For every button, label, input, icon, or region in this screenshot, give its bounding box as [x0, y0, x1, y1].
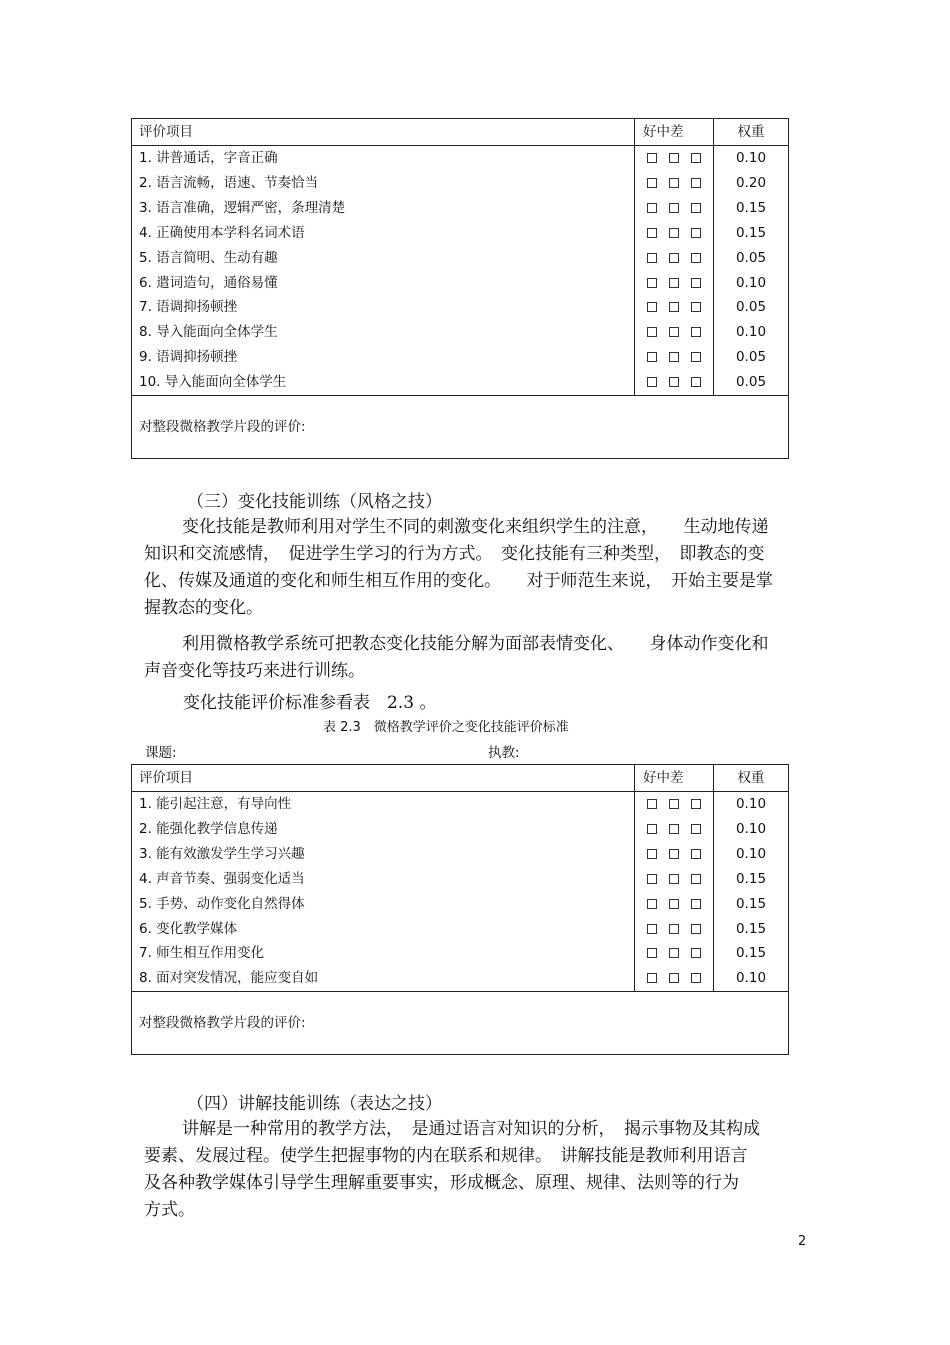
- checkbox-good[interactable]: [647, 203, 657, 213]
- paragraph-line: 及各种教学媒体引导学生理解重要事实，形成概念、原理、规律、法则等的行为: [144, 1173, 739, 1193]
- header-grade: 好中差: [635, 765, 714, 792]
- checkbox-poor[interactable]: [691, 824, 701, 834]
- grade-checkboxes: [635, 792, 714, 817]
- paragraph-line: 方式。: [144, 1200, 195, 1220]
- paragraph-line: 利用微格教学系统可把教态变化技能分解为面部表情变化、 身体动作变化和: [182, 634, 769, 654]
- checkbox-good[interactable]: [647, 253, 657, 263]
- table-2-caption: 表 2.3 微格教学评价之变化技能评价标准: [323, 720, 569, 735]
- header-grade: 好中差: [635, 119, 714, 146]
- weight-value: 0.10: [714, 146, 789, 171]
- table-row: [132, 867, 789, 892]
- checkbox-good[interactable]: [647, 327, 657, 337]
- table-row: [132, 246, 789, 271]
- weight-value: 0.10: [714, 966, 789, 991]
- table-row: [132, 345, 789, 370]
- paragraph-line: 讲解是一种常用的教学方法， 是通过语言对知识的分析， 揭示事物及其构成: [182, 1119, 760, 1139]
- weight-value: 0.05: [714, 295, 789, 320]
- grade-checkboxes: [635, 295, 714, 320]
- checkbox-poor[interactable]: [691, 377, 701, 387]
- table-header-row: [132, 119, 789, 146]
- table-row: [132, 917, 789, 942]
- grade-checkboxes: [635, 246, 714, 271]
- paragraph-line: 变化技能是教师利用对学生不同的刺激变化来组织学生的注意， 生动地传递: [182, 517, 769, 537]
- grade-checkboxes: [635, 345, 714, 370]
- grade-checkboxes: [635, 196, 714, 221]
- page-number: 2: [798, 1234, 807, 1249]
- section-3-paragraph-1: [144, 514, 804, 622]
- grade-checkboxes: [635, 966, 714, 991]
- weight-value: 0.10: [714, 271, 789, 296]
- checkbox-good[interactable]: [647, 849, 657, 859]
- checkbox-poor[interactable]: [691, 352, 701, 362]
- criterion-label: 1. 讲普通话，字音正确: [132, 146, 635, 171]
- weight-value: 0.10: [714, 817, 789, 842]
- checkbox-good[interactable]: [647, 352, 657, 362]
- section-4-heading: （四）讲解技能训练（表达之技）: [187, 1094, 442, 1114]
- criterion-label: 4. 声音节奏、强弱变化适当: [132, 867, 635, 892]
- header-item: 评价项目: [132, 765, 635, 792]
- checkbox-medium[interactable]: [669, 228, 679, 238]
- weight-value: 0.05: [714, 370, 789, 395]
- checkbox-medium[interactable]: [669, 302, 679, 312]
- checkbox-medium[interactable]: [669, 203, 679, 213]
- checkbox-medium[interactable]: [669, 973, 679, 983]
- weight-value: 0.15: [714, 917, 789, 942]
- weight-value: 0.10: [714, 842, 789, 867]
- grade-checkboxes: [635, 917, 714, 942]
- checkbox-good[interactable]: [647, 153, 657, 163]
- checkbox-poor[interactable]: [691, 253, 701, 263]
- criterion-label: 5. 手势、动作变化自然得体: [132, 892, 635, 917]
- table-row: [132, 842, 789, 867]
- checkbox-medium[interactable]: [669, 327, 679, 337]
- criterion-label: 1. 能引起注意，有导向性: [132, 792, 635, 817]
- checkbox-medium[interactable]: [669, 849, 679, 859]
- checkbox-poor[interactable]: [691, 924, 701, 934]
- paragraph-line: 声音变化等技巧来进行训练。: [144, 661, 365, 681]
- checkbox-good[interactable]: [647, 948, 657, 958]
- weight-value: 0.20: [714, 171, 789, 196]
- checkbox-medium[interactable]: [669, 153, 679, 163]
- checkbox-good[interactable]: [647, 824, 657, 834]
- checkbox-poor[interactable]: [691, 228, 701, 238]
- checkbox-poor[interactable]: [691, 948, 701, 958]
- checkbox-good[interactable]: [647, 973, 657, 983]
- grade-checkboxes: [635, 370, 714, 395]
- table-row: [132, 817, 789, 842]
- grade-checkboxes: [635, 146, 714, 171]
- criterion-label: 6. 变化教学媒体: [132, 917, 635, 942]
- table-row: [132, 295, 789, 320]
- checkbox-good[interactable]: [647, 228, 657, 238]
- checkbox-medium[interactable]: [669, 874, 679, 884]
- checkbox-poor[interactable]: [691, 302, 701, 312]
- checkbox-good[interactable]: [647, 799, 657, 809]
- criterion-label: 3. 能有效激发学生学习兴趣: [132, 842, 635, 867]
- checkbox-poor[interactable]: [691, 203, 701, 213]
- paragraph-line: 要素、发展过程。使学生把握事物的内在联系和规律。 讲解技能是教师利用语言: [144, 1146, 748, 1166]
- checkbox-medium[interactable]: [669, 352, 679, 362]
- checkbox-poor[interactable]: [691, 899, 701, 909]
- teacher-label: 执教:: [488, 745, 520, 761]
- section-3-heading: （三）变化技能训练（风格之技）: [187, 492, 442, 512]
- checkbox-good[interactable]: [647, 302, 657, 312]
- table-row: [132, 941, 789, 966]
- criterion-label: 8. 导入能面向全体学生: [132, 320, 635, 345]
- weight-value: 0.05: [714, 246, 789, 271]
- checkbox-medium[interactable]: [669, 253, 679, 263]
- weight-value: 0.10: [714, 320, 789, 345]
- checkbox-good[interactable]: [647, 377, 657, 387]
- comment-row: [132, 396, 789, 459]
- checkbox-medium[interactable]: [669, 377, 679, 387]
- grade-checkboxes: [635, 171, 714, 196]
- section-3-paragraph-3: 变化技能评价标准参看表 2.3 。: [183, 693, 437, 713]
- evaluation-table-2: [131, 764, 789, 1055]
- header-weight: 权重: [714, 119, 789, 146]
- header-item: 评价项目: [132, 119, 635, 146]
- table-row: [132, 370, 789, 395]
- weight-value: 0.15: [714, 941, 789, 966]
- table-row: [132, 196, 789, 221]
- grade-checkboxes: [635, 892, 714, 917]
- checkbox-good[interactable]: [647, 178, 657, 188]
- checkbox-poor[interactable]: [691, 849, 701, 859]
- checkbox-poor[interactable]: [691, 278, 701, 288]
- criterion-label: 4. 正确使用本学科名词术语: [132, 221, 635, 246]
- header-weight: 权重: [714, 765, 789, 792]
- criterion-label: 2. 能强化教学信息传递: [132, 817, 635, 842]
- table-row: [132, 792, 789, 817]
- section-4-paragraph-1: [144, 1116, 804, 1224]
- checkbox-medium[interactable]: [669, 799, 679, 809]
- checkbox-poor[interactable]: [691, 178, 701, 188]
- table-row: [132, 171, 789, 196]
- checkbox-poor[interactable]: [691, 153, 701, 163]
- topic-label: 课题:: [145, 745, 177, 761]
- grade-checkboxes: [635, 271, 714, 296]
- weight-value: 0.05: [714, 345, 789, 370]
- table-row: [132, 146, 789, 171]
- criterion-label: 2. 语言流畅，语速、节奏恰当: [132, 171, 635, 196]
- grade-checkboxes: [635, 867, 714, 892]
- table-row: [132, 271, 789, 296]
- comment-row: [132, 992, 789, 1055]
- paragraph-line: 握教态的变化。: [144, 598, 263, 618]
- weight-value: 0.15: [714, 221, 789, 246]
- checkbox-good[interactable]: [647, 924, 657, 934]
- weight-value: 0.10: [714, 792, 789, 817]
- checkbox-medium[interactable]: [669, 824, 679, 834]
- criterion-label: 8. 面对突发情况，能应变自如: [132, 966, 635, 991]
- grade-checkboxes: [635, 817, 714, 842]
- table-row: [132, 966, 789, 991]
- weight-value: 0.15: [714, 892, 789, 917]
- criterion-label: 6. 遣词造句，通俗易懂: [132, 271, 635, 296]
- checkbox-medium[interactable]: [669, 924, 679, 934]
- criterion-label: 7. 语调抑扬顿挫: [132, 295, 635, 320]
- criterion-label: 9. 语调抑扬顿挫: [132, 345, 635, 370]
- checkbox-good[interactable]: [647, 874, 657, 884]
- table-row: [132, 221, 789, 246]
- section-3-paragraph-2: [144, 631, 804, 685]
- checkbox-medium[interactable]: [669, 948, 679, 958]
- comment-label: 对整段微格教学片段的评价:: [132, 992, 789, 1055]
- checkbox-medium[interactable]: [669, 178, 679, 188]
- grade-checkboxes: [635, 842, 714, 867]
- criterion-label: 3. 语言准确，逻辑严密，条理清楚: [132, 196, 635, 221]
- weight-value: 0.15: [714, 867, 789, 892]
- evaluation-table-1: [131, 118, 789, 459]
- checkbox-good[interactable]: [647, 899, 657, 909]
- grade-checkboxes: [635, 221, 714, 246]
- table-row: [132, 320, 789, 345]
- checkbox-medium[interactable]: [669, 899, 679, 909]
- checkbox-poor[interactable]: [691, 973, 701, 983]
- grade-checkboxes: [635, 320, 714, 345]
- table-row: [132, 892, 789, 917]
- checkbox-poor[interactable]: [691, 799, 701, 809]
- comment-label: 对整段微格教学片段的评价:: [132, 396, 789, 459]
- weight-value: 0.15: [714, 196, 789, 221]
- grade-checkboxes: [635, 941, 714, 966]
- checkbox-poor[interactable]: [691, 327, 701, 337]
- checkbox-good[interactable]: [647, 278, 657, 288]
- checkbox-poor[interactable]: [691, 874, 701, 884]
- criterion-label: 7. 师生相互作用变化: [132, 941, 635, 966]
- checkbox-medium[interactable]: [669, 278, 679, 288]
- criterion-label: 5. 语言简明、生动有趣: [132, 246, 635, 271]
- paragraph-line: 知识和交流感情， 促进学生学习的行为方式。 变化技能有三种类型， 即教态的变: [144, 544, 765, 564]
- table-header-row: [132, 765, 789, 792]
- paragraph-line: 化、传媒及通道的变化和师生相互作用的变化。 对于师范生来说， 开始主要是掌: [144, 571, 773, 591]
- criterion-label: 10. 导入能面向全体学生: [132, 370, 635, 395]
